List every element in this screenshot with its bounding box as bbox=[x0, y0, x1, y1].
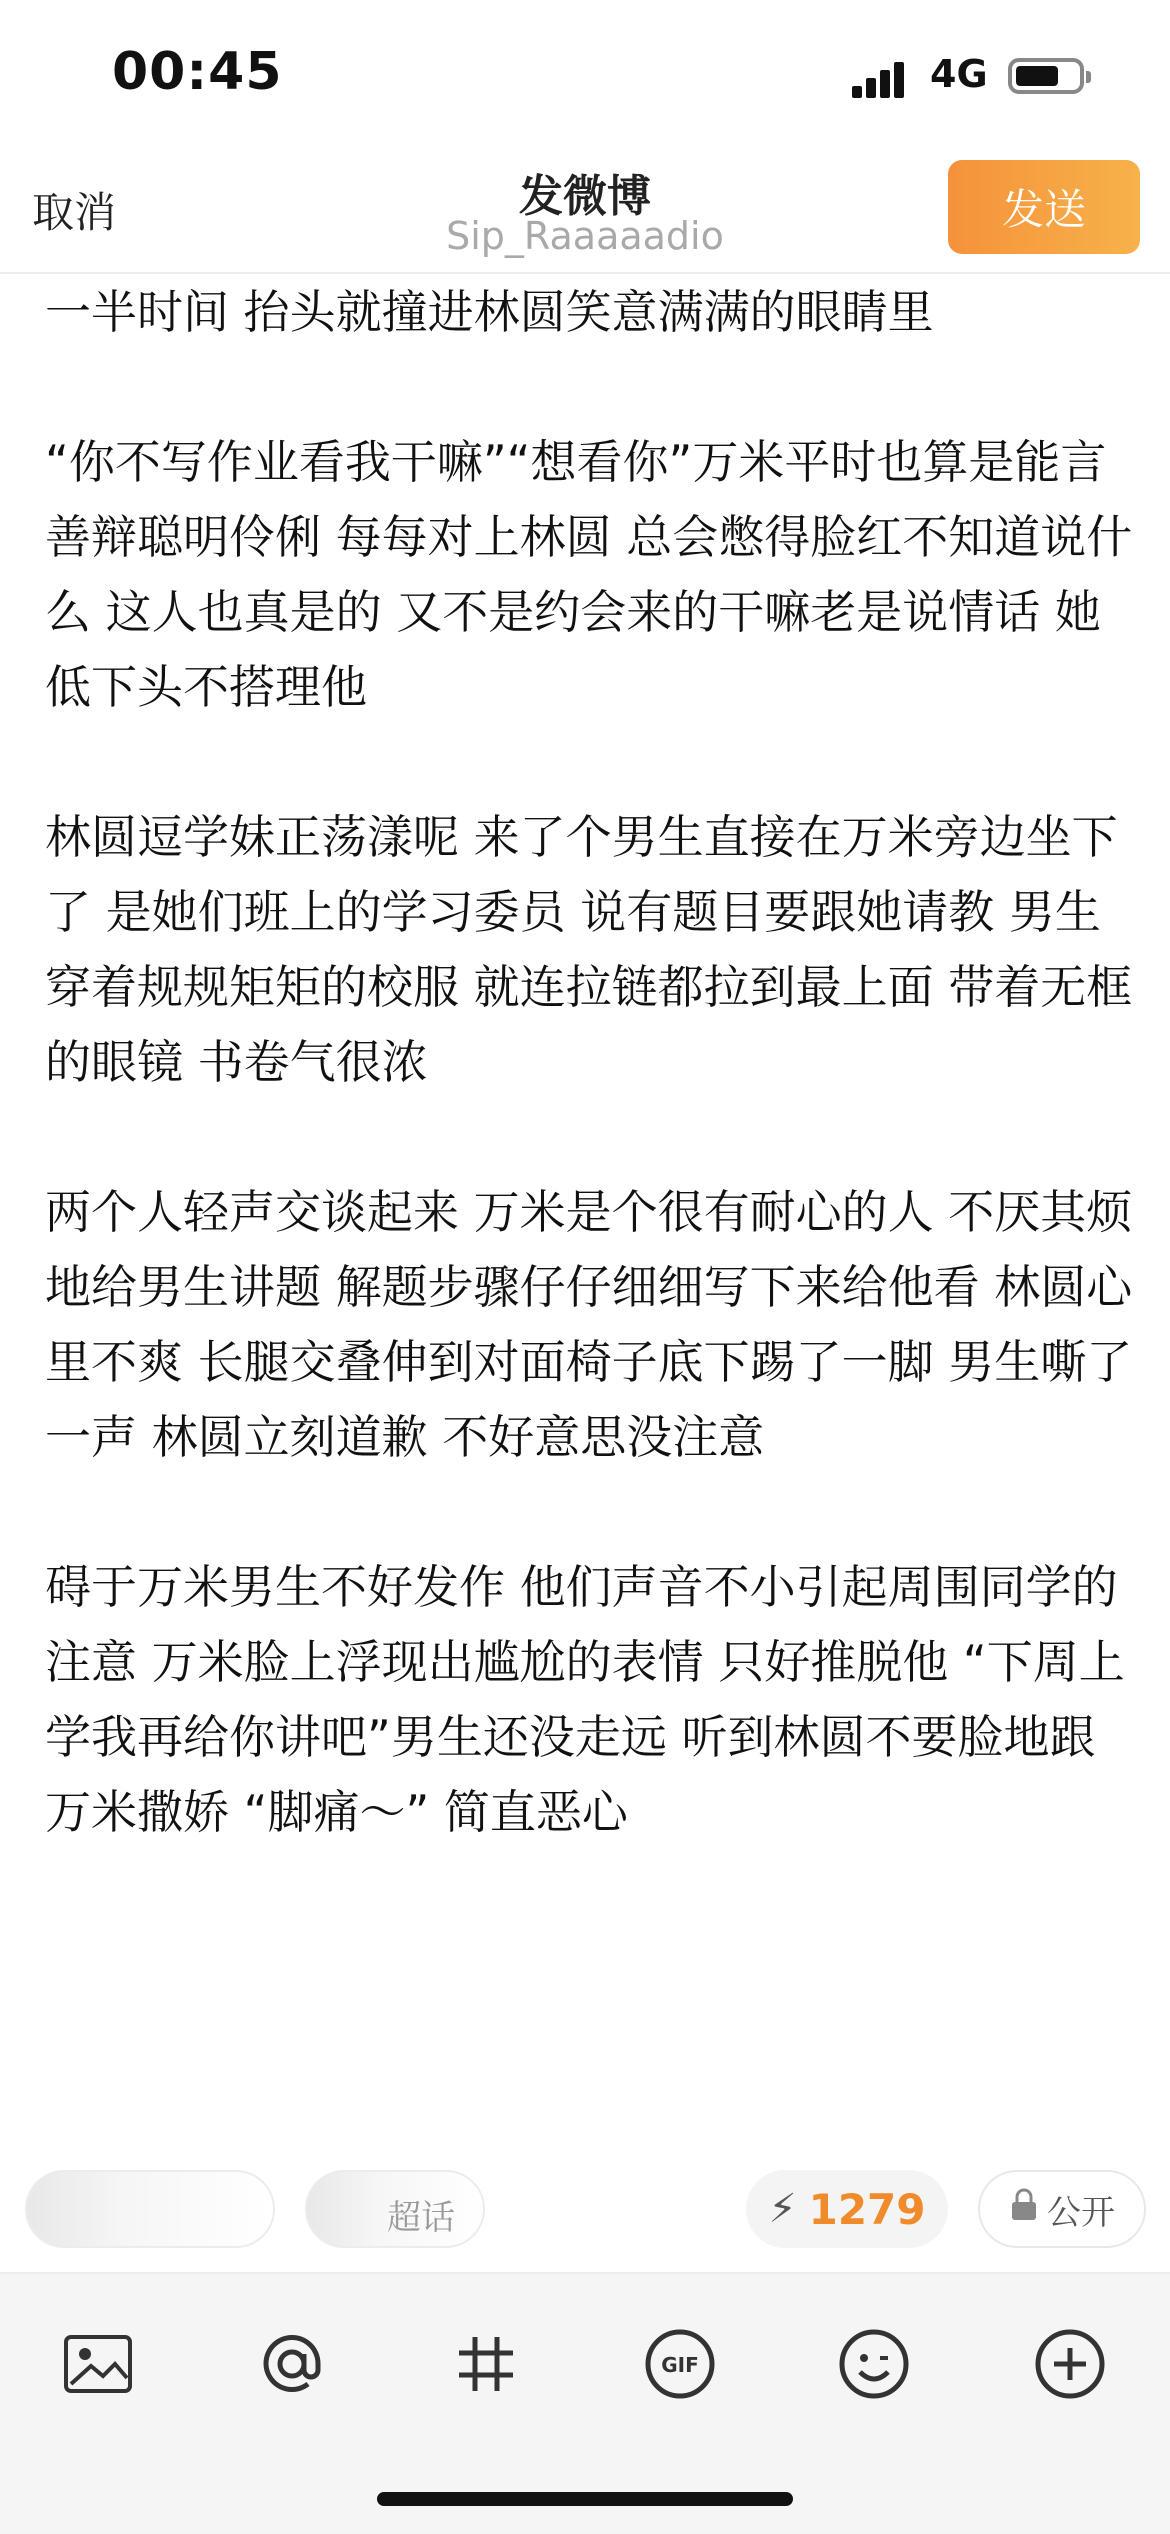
network-type: 4G bbox=[930, 52, 988, 96]
char-count: 1279 bbox=[808, 2184, 926, 2234]
gif-icon[interactable] bbox=[640, 2324, 720, 2404]
super-topic-label: 超话 bbox=[387, 2198, 455, 2238]
svg-text:GIF: GIF bbox=[661, 2353, 699, 2377]
post-text-area[interactable] bbox=[45, 275, 1135, 2025]
compose-header bbox=[0, 150, 1170, 274]
lightning-icon: ⚡ bbox=[768, 2186, 797, 2232]
battery-icon bbox=[1008, 58, 1084, 94]
paragraph: “你不写作业看我干嘛”“想看你”万米平时也算是能言善辩聪明伶俐 每每对上林圆 总会憋得脸红不知道说什么 这人也真是的 又不是约会来的干嘛老是说情话 她低下头不搭理他 bbox=[45, 435, 1133, 714]
cancel-button[interactable]: 取消 bbox=[32, 188, 117, 237]
page-title: 发微博 bbox=[519, 171, 651, 222]
hashtag-icon[interactable] bbox=[446, 2324, 526, 2404]
emoji-icon[interactable] bbox=[834, 2324, 914, 2404]
text-fade bbox=[0, 1985, 1170, 2045]
status-time: 00:45 bbox=[112, 42, 283, 102]
mention-icon[interactable] bbox=[252, 2324, 332, 2404]
image-icon[interactable] bbox=[58, 2324, 138, 2404]
paragraph: 一半时间 抬头就撞进林圆笑意满满的眼睛里 bbox=[45, 285, 934, 339]
super-topic-chip[interactable] bbox=[305, 2170, 485, 2248]
lock-icon bbox=[1009, 2188, 1039, 2231]
account-name: Sip_Raaaaadio bbox=[446, 214, 724, 258]
paragraph: 林圆逗学妹正荡漾呢 来了个男生直接在万米旁边坐下了 是她们班上的学习委员 说有题目要跟她请教 男生穿着规规矩矩的校服 就连拉链都拉到最上面 带着无框的眼镜 书卷气很浓 bbox=[45, 810, 1133, 1089]
privacy-button[interactable] bbox=[978, 2170, 1146, 2248]
cellular-signal-icon bbox=[852, 58, 918, 98]
paragraph: 碍于万米男生不好发作 他们声音不小引起周围同学的注意 万米脸上浮现出尴尬的表情 只好推脱他 “下周上学我再给你讲吧”男生还没走远 听到林圆不要脸地跟万米撒娇 “脚痛～” 简直恶心 bbox=[45, 1560, 1125, 1839]
character-counter bbox=[746, 2170, 948, 2248]
status-bar bbox=[0, 0, 1170, 150]
add-icon[interactable] bbox=[1030, 2324, 1110, 2404]
location-chip[interactable] bbox=[25, 2170, 275, 2248]
send-button[interactable]: 发送 bbox=[948, 160, 1140, 254]
privacy-label: 公开 bbox=[1047, 2192, 1115, 2233]
paragraph: 两个人轻声交谈起来 万米是个很有耐心的人 不厌其烦地给男生讲题 解题步骤仔仔细细写下来给他看 林圆心里不爽 长腿交叠伸到对面椅子底下踢了一脚 男生嘶了一声 林圆立刻道歉 不好意思没注意 bbox=[45, 1185, 1133, 1464]
home-indicator bbox=[377, 2492, 793, 2506]
